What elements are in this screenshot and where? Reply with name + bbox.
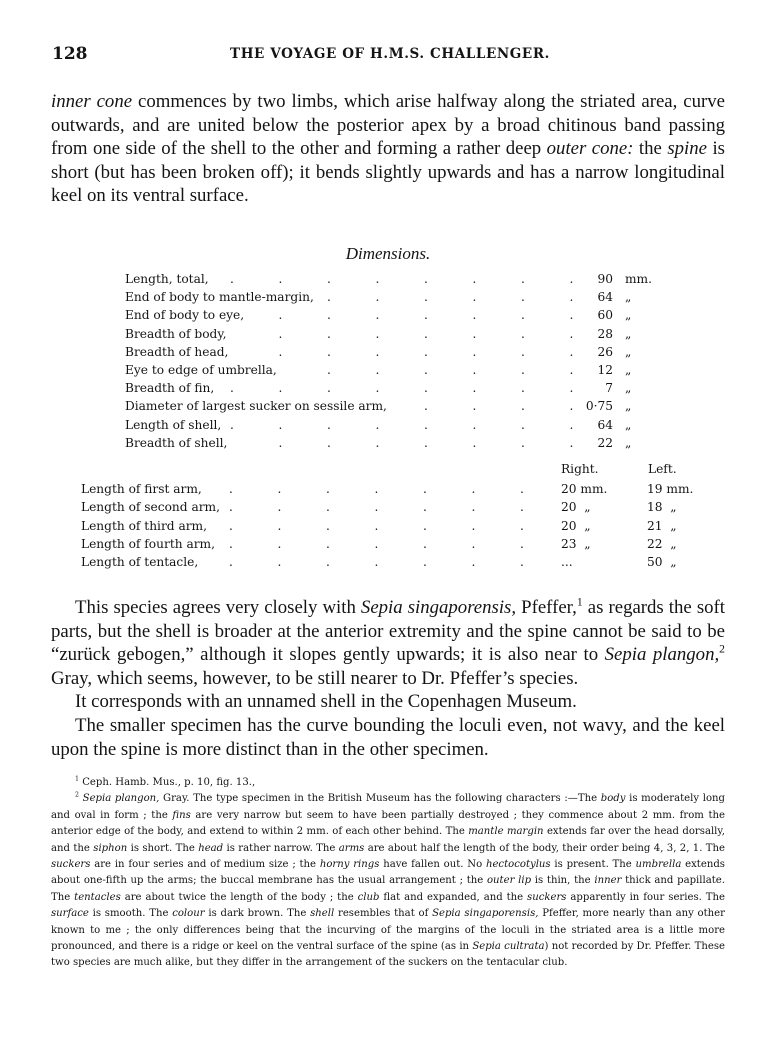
footnote-text: are in four series and of medium size ; the [90,859,320,871]
footnote-text: are about half the length of the body, their order being 4, 3, 2, 1. The [364,842,725,854]
dimension-label: Breadth of shell, [125,435,228,450]
leader-dot: . [521,308,525,323]
leader-dot: . [424,363,428,377]
leader-dot: . [326,518,330,533]
term: suckers [51,859,91,871]
footnote-text: resembles that of [334,908,433,920]
dimension-unit: „ [625,290,632,305]
leader-dot: . [327,381,331,396]
footnotes [51,775,725,972]
leader-dot: . [230,381,234,396]
footnote-text: extends about one-fifth up the arms; the buccal membrane has the usual arrangement ; the [51,859,725,887]
leader-dot: . [424,326,428,341]
leader-dot: . [472,308,477,323]
leader-dot: . [277,536,282,551]
leader-dot: . [424,344,428,359]
leader-dot: . [327,363,331,377]
leader-dot: . [229,482,233,496]
footnote-mark: 1 [75,775,79,783]
leader-dot: . [521,381,525,396]
leader-dot: . [278,326,283,341]
arm-row [81,537,701,555]
footnote-text: are very narrow but seem to have been partially destroyed ; they commence about 2 mm. from the anterior edge of the body, and extend to within 2 mm. of each other behind. The [51,809,725,838]
body-paragraph-3: The smaller specimen has the curve bounding the loculi even, not wavy, and the keel upon the spine is more distinct than in the other specimen. [51,715,725,760]
term-outer-cone: outer cone: [546,138,634,160]
dimension-unit: „ [625,326,632,341]
footnote-ref: 1 [576,595,583,609]
footnote-1 [51,775,725,791]
footnote-text: ) not recorded by Dr. Pfeffer. These two species are much alike, but they differ in the arrangement of the suckers on the tentacular club. [51,941,725,969]
term: head [198,842,224,854]
footnote-text: thick and papillate. The [51,875,725,903]
leader-dot: . [472,326,477,341]
leader-dot: . [520,555,524,570]
leader-dot: . [569,363,574,377]
dimension-row [125,290,685,308]
dimension-label: Length of shell, [125,417,222,432]
leader-dot: . [326,500,330,515]
leader-dot: . [229,536,233,551]
intro-text: commences by two limbs, which arise halfway along the striated area, curve outwards, and are united below the posterior apex by a broad chitinous band passing from one side of the shell to the other and forming a rather deep [51,91,725,160]
dimension-row [125,381,685,399]
footnote-mark: 2 [75,792,79,800]
arm-right-value: 20 „ [561,500,591,515]
leader-dot: . [521,326,525,341]
arm-label: Length of third arm, [81,518,207,533]
leader-dot: . [327,326,331,341]
footnote-text: flat and expanded, and the [379,891,528,903]
leader-dot: . [520,500,524,515]
leader-dot: . [569,344,574,359]
footnote-text: are about twice the length of the body ; the [120,891,358,903]
term: mantle margin [468,826,544,838]
leader-dot: . [327,290,331,305]
dimension-value: 26 [597,344,613,359]
dimension-row [125,363,685,381]
leader-dot: . [472,344,477,359]
leader-dot: . [471,518,476,533]
leader-dot: . [520,536,524,551]
footnote-text: Pfeffer, more nearly than any other known to me ; the only differences being that the incurving of the margins of the loculi in the striated area is a little more pronounced, and there is a ridge or keel on the ventral surface of the spine (as in [51,908,725,953]
leader-dot: . [375,381,380,396]
dimension-unit: „ [625,308,632,323]
dimension-row [125,345,685,363]
species-name: Sepia plangon, [78,793,160,805]
term: surface [51,908,89,920]
footnote-text: extends far over the head dorsally, and the [51,826,725,854]
leader-dot: . [569,272,574,286]
dimension-row [125,272,685,290]
leader-dot: . [521,272,525,286]
term: tentacles [74,891,121,903]
leader-dot: . [520,482,524,496]
footnote-text: apparently in four series. The [566,891,725,903]
leader-dot: . [327,308,331,323]
arm-row [81,519,701,537]
footnote-text: is dark brown. The [204,908,311,920]
leader-dot: . [521,435,525,450]
arm-right-value: 20 mm. [561,482,608,496]
dimension-unit: „ [625,417,632,432]
leader-dot: . [374,536,379,551]
dimension-label: End of body to eye, [125,308,245,323]
arm-right-value: 23 „ [561,536,591,551]
footnote-2 [51,791,725,971]
leader-dot: . [424,435,428,450]
footnote-text: is thin, the [531,875,595,887]
leader-dot: . [521,290,525,305]
leader-dot: . [375,435,380,450]
dimension-label: Eye to edge of umbrella, [125,363,277,377]
page-number: 128 [52,44,88,64]
leader-dot: . [569,381,574,396]
leader-dot: . [569,290,574,305]
arm-row [81,500,701,518]
footnote-text: is short. The [127,842,199,854]
leader-dot: . [472,399,477,414]
body-text: Gray, which seems, however, to be still nearer to Dr. Pfeffer’s species. [51,667,579,689]
leader-dot: . [472,381,477,396]
leader-dot: . [230,417,234,432]
leader-dot: . [569,308,574,323]
term: inner [594,875,622,887]
species-name: Sepia plangon, [604,644,720,666]
leader-dot: . [375,290,380,305]
dimension-unit: „ [625,381,632,396]
leader-dot: . [472,417,477,432]
species-name: Sepia singaporensis, [360,597,517,618]
dimension-label: Length, total, [125,272,209,286]
leader-dot: . [327,344,331,359]
dimension-row [125,399,685,417]
leader-dot: . [375,308,380,323]
leader-dot: . [277,500,282,515]
dimension-label: Breadth of head, [125,344,229,359]
term: shell [310,908,335,920]
leader-dot: . [278,435,283,450]
leader-dot: . [278,344,283,359]
dimension-unit: „ [625,435,632,450]
dimension-label: End of body to mantle-margin, [125,290,314,305]
arm-label: Length of fourth arm, [81,536,215,551]
dimension-unit: „ [625,344,632,359]
leader-dot: . [375,344,380,359]
footnote-text: is rather narrow. The [223,842,339,854]
leader-dot: . [471,482,476,496]
leader-dot: . [521,417,525,432]
leader-dot: . [326,482,330,496]
arm-right-value: 20 „ [561,518,591,533]
term: suckers [527,891,567,903]
leader-dot: . [229,518,233,533]
footnote-ref: 2 [719,642,725,656]
leader-dot: . [278,417,283,432]
dimension-value: 12 [597,363,613,377]
left-column-header: Left. [648,462,677,476]
footnote-text: Ceph. Hamb. Mus., p. 10, fig. 13., [78,777,256,788]
leader-dot: . [424,272,428,286]
dimension-value: 60 [597,308,613,323]
leader-dot: . [520,518,524,533]
species-name: Sepia cultrata [472,941,545,953]
running-head: THE VOYAGE OF H.M.S. CHALLENGER. [230,46,550,62]
dimension-row [125,418,685,436]
term: club [357,891,380,903]
body-paragraph-1 [51,596,725,690]
leader-dot: . [278,308,283,323]
leader-dot: . [521,344,525,359]
term: fins [172,809,191,821]
dimension-value: 90 [597,272,613,286]
body-paragraph-2: It corresponds with an unnamed shell in the Copenhagen Museum. [75,691,577,712]
term: umbrella [635,859,682,871]
arm-label: Length of second arm, [81,500,220,515]
leader-dot: . [471,555,476,570]
intro-paragraph [51,90,725,208]
dimension-value: 28 [597,326,613,341]
dimension-value: 7 [605,381,613,396]
dimension-unit: „ [625,363,632,377]
term: outer lip [486,875,532,887]
leader-dot: . [374,555,379,570]
leader-dot: . [569,435,574,450]
footnote-text: have fallen out. No [379,859,486,871]
footnote-text: is present. The [550,859,636,871]
dimension-label: Breadth of body, [125,326,227,341]
term-spine: spine [667,138,707,160]
leader-dot: . [230,272,234,286]
leader-dot: . [374,482,379,496]
arm-left-value: 18 „ [647,500,677,515]
leader-dot: . [374,518,379,533]
term: body [600,793,626,805]
species-name: Sepia singaporensis, [432,908,539,920]
leader-dot: . [327,417,331,432]
leader-dot: . [424,399,428,414]
arms-table [81,462,701,582]
leader-dot: . [424,417,428,432]
leader-dot: . [521,399,525,414]
arm-label: Length of tentacle, [81,555,199,570]
leader-dot: . [278,381,283,396]
leader-dot: . [277,555,282,570]
arm-left-value: 50 „ [647,555,677,570]
footnote-text: is moderately long and oval in form ; the [51,793,726,821]
dimension-label: Diameter of largest sucker on sessile arm, [125,399,387,414]
dimension-value: 64 [597,417,613,432]
dimension-row [125,327,685,345]
body-text: Pfeffer, [516,597,577,618]
leader-dot: . [472,363,477,377]
leader-dot: . [229,500,233,515]
dimension-value: 0·75 [585,399,613,414]
right-column-header: Right. [561,462,599,476]
leader-dot: . [375,417,380,432]
leader-dot: . [327,435,331,450]
leader-dot: . [423,500,427,515]
footnote-text: Gray. The type specimen in the British Museum has the following characters :—The [159,793,601,805]
body-text: as regards the soft parts, but the shell is broader at the anterior extremity and the spine cannot be said to be “zurück gebogen,” although it slopes gently upwards; it is also near to [51,597,725,666]
leader-dot: . [569,417,574,432]
term: siphon [93,842,128,854]
dimension-value: 64 [597,290,613,305]
leader-dot: . [569,399,574,414]
term-inner-cone: inner cone [51,91,133,112]
dimension-value: 22 [597,435,613,450]
dimensions-table [125,272,685,462]
leader-dot: . [375,326,380,341]
leader-dot: . [326,555,330,570]
leader-dot: . [374,500,379,515]
leader-dot: . [472,435,477,450]
leader-dot: . [423,536,427,551]
arm-left-value: 22 „ [647,536,677,551]
arm-row [81,555,701,573]
leader-dot: . [472,272,477,286]
arm-left-value: 21 „ [647,518,677,533]
leader-dot: . [277,482,282,496]
term: colour [172,908,205,920]
leader-dot: . [521,363,525,377]
dimension-unit: mm. [625,272,652,286]
term: arms [338,842,365,854]
page-header [52,44,728,68]
footnote-text: is smooth. The [88,908,173,920]
leader-dot: . [277,518,282,533]
arm-left-value: 19 mm. [647,482,694,496]
arm-right-value: ... [561,555,573,570]
leader-dot: . [278,272,283,286]
dimension-row [125,308,685,326]
leader-dot: . [569,326,574,341]
intro-text: the [633,138,668,160]
arm-label: Length of first arm, [81,482,202,496]
leader-dot: . [375,272,380,286]
arm-row [81,482,701,500]
leader-dot: . [471,536,476,551]
dimensions-heading: Dimensions. [345,244,431,263]
leader-dot: . [471,500,476,515]
leader-dot: . [424,308,428,323]
leader-dot: . [424,381,428,396]
intro-text: is short (but has been broken off); it bends slightly upwards and has a narrow longitudinal keel on its ventral surface. [51,138,725,207]
dimension-unit: „ [625,399,632,414]
leader-dot: . [423,518,427,533]
leader-dot: . [375,363,380,377]
leader-dot: . [424,290,428,305]
dimension-label: Breadth of fin, [125,381,215,396]
term: horny rings [319,859,380,871]
leader-dot: . [423,555,427,570]
leader-dot: . [326,536,330,551]
leader-dot: . [472,290,477,305]
leader-dot: . [423,482,427,496]
leader-dot: . [327,272,331,286]
dimension-row [125,436,685,454]
leader-dot: . [229,555,233,570]
body-text: This species agrees very closely with [75,597,361,618]
term: hectocotylus [485,859,551,871]
